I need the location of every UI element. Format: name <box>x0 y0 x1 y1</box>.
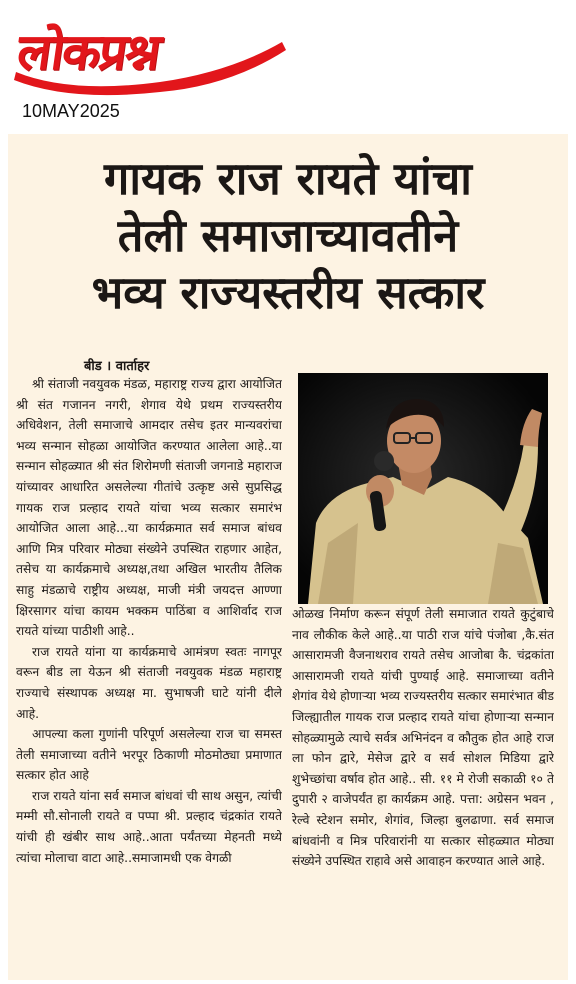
logo-text: लोकप्रश्न <box>13 23 163 81</box>
article-column-right <box>292 604 554 974</box>
edition-date: 10MAY2025 <box>22 101 120 121</box>
paragraph: श्री संताजी नवयुवक मंडळ, महाराष्ट्र राज्य द्वारा आयोजित श्री संत गजानन नगरी, शेगाव येथे प्रथम राज्यस्तरीय अधिवेशन, तेली समाजाचे आमदार तसेच इतर मान्यवरांचा भव्य सन्मान सोहळा आयोजित करण्यात आलेला आहे..या सन्मान सोहळ्यात श्री संत शिरोमणी संताजी जगनाडे महाराज यांच्यावर आधारित असलेल्या गीतांचे उत्कृष्ट असे सुप्रसिद्ध गायक राज प्रल्हाद रायते यांचा भव्य सत्कार समारंभ आयोजित आला आहे...या कार्यक्रमात सर्व समाज बांधव आणि मित्र परिवार मोठ्या संख्येने उपस्थित राहणार आहेत, तसेच या कार्यक्रमाचे अध्यक्ष,तथा अखिल भारतीय तैलिक साहु मंडळाचे राष्ट्रीय अध्यक्ष, माजी मंत्री जयदत्त आण्णा क्षिरसागर यांचा कायम भक्कम पाठिंबा व आशिर्वाद राज रायते यांच्या पाठीशी आहे.. <box>16 377 282 639</box>
article-headline <box>0 150 576 321</box>
paragraph: राज रायते यांना सर्व समाज बांधवां ची साथ असुन, त्यांची मम्मी सौ.सोनाली रायते व पप्पा श्री. प्रल्हाद चंद्रकांत रायते यांची ही खंबीर साथ आहे..आता पर्यंतच्या मेहनती मध्ये त्यांचा मोलाचा वाटा आहे..समाजामधी एक वेगळी <box>16 788 282 865</box>
article-column-left <box>16 374 282 974</box>
byline: बीड । वार्ताहर <box>84 359 150 374</box>
singer-photo <box>298 373 548 604</box>
paragraph: आपल्या कला गुणांनी परिपूर्ण असलेल्या राज चा समस्त तेली समाजाच्या वतीने भरपूर ठिकाणी मोठमोठ्या प्रमाणात सत्कार होत आहे <box>16 727 282 783</box>
paragraph: राज रायते यांना या कार्यक्रमाचे आमंत्रण स्वतः नागपूर वरून बीड ला येऊन श्री संताजी नवयुवक मंडळ महाराष्ट्र राज्याचे संस्थापक अध्यक्ष मा. सुभाषजी घाटे यांनी दीले आहे. <box>16 644 282 721</box>
paragraph: ओळख निर्माण करून संपूर्ण तेली समाजात रायते कुटुंबाचे नाव लौकीक केले आहे..या पाठी राज यांचे पंजोबा ,कै.संत आसारामजी वैजनाथराव रायते तसेच आजोबा कै. चंद्रकांता आसारामजी रायते यांची पुण्याई आहे. समाजाच्या वतीने शेगांव येथे होणाऱ्या भव्य राज्यस्तरीय सत्कार समारंभात बीड जिल्ह्यातील गायक राज प्रल्हाद रायते यांचा होणाऱ्या सन्मान सोहळ्यामुळे त्याचे सर्वत्र अभिनंदन व कौतुक होत आहे राज ला फोन द्वारे, मेसेज द्वारे व सर्व सोशल मिडिया द्वारे शुभेच्छांचा वर्षाव होत आहे.. सी. ११ मे रोजी सकाळी १० ते दुपारी २ वाजेपर्यंत हा कार्यक्रम आहे. पत्ता: अग्रेसन भवन , रेल्वे स्टेशन समोर, शेगांव, जिल्हा बुलढाणा. सर्व समाज बांधवांनी व मित्र परिवारांनी या सत्कार सोहळ्यात मोठ्या संख्येने उपस्थित राहावे असे आवाहन करण्यात आले आहे. <box>292 607 554 869</box>
headline-line-1: गायक राज रायते यांचा <box>104 152 472 205</box>
masthead <box>0 0 576 128</box>
singer-with-microphone-photo <box>298 373 548 604</box>
headline-line-3: भव्य राज्यस्तरीय सत्कार <box>91 266 485 319</box>
newspaper-logo <box>10 2 290 98</box>
headline-line-2: तेली समाजाच्यावतीने <box>117 209 459 262</box>
